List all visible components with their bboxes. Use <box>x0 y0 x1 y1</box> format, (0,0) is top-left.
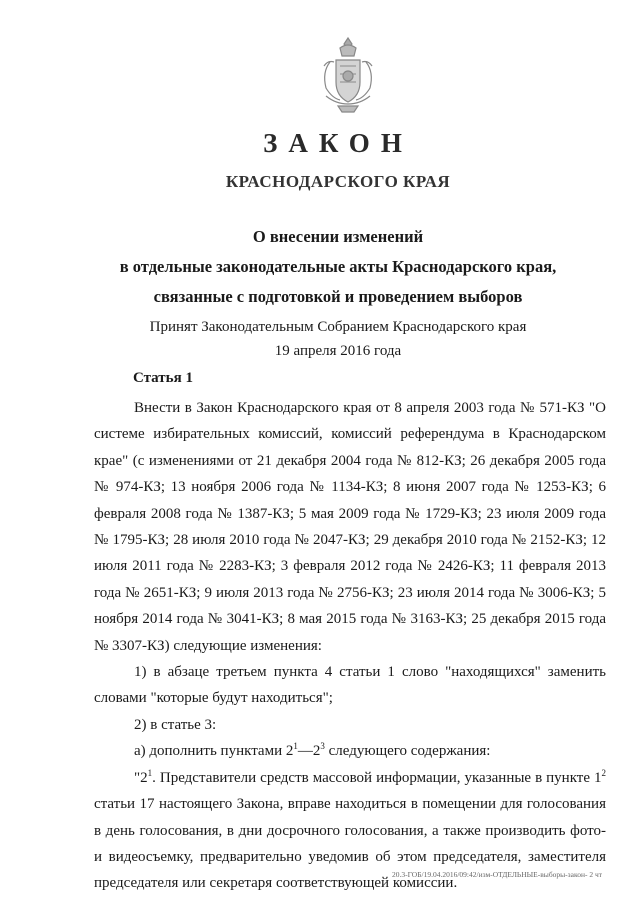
law-title: ЗАКОН <box>263 128 413 158</box>
adopted-by: Принят Законодательным Собранием Краснодарского края <box>149 319 527 335</box>
adopted-date: 19 апреля 2016 года <box>274 343 402 359</box>
intro-paragraph: Внести в Закон Краснодарского края от 8 апреля 2003 года № 571-КЗ "О системе избирательных комиссий, комиссий референдума в Краснодарском крае" (с изменениями от 21 декабря 2004 года № 812-КЗ; 26 декабря 2005 года № 974-КЗ; 13 ноября 2006 года № 1134-КЗ; 8 июня 2007 года № 1253-КЗ; 6 февраля 2008 года № 1387-КЗ; 5 мая 2009 года № 1729-КЗ; 23 июля 2009 года № 1795-КЗ; 28 июля 2010 года № 2047-КЗ; 29 декабря 2010 года № 2152-КЗ; 12 июля 2011 года № 2283-КЗ; 3 февраля 2012 года № 2426-КЗ; 11 февраля 2013 года № 2651-КЗ; 9 июля 2013 года № 2756-КЗ; 23 июля 2014 года № 3006-КЗ; 5 ноября 2014 года № 3041-КЗ; 8 мая 2015 года № 3163-КЗ; 25 декабря 2015 года № 3307-КЗ) следующие изменения: <box>94 400 606 654</box>
subject-line: О внесении изменений <box>252 227 424 246</box>
item-2a: а) дополнить пунктами $2^1—2^3$ следующего содержания: <box>134 741 491 760</box>
adoption-info <box>0 315 640 363</box>
item-2: 2) в статье 3: <box>134 716 217 733</box>
article-heading: Статья 1 <box>133 370 193 386</box>
law-subject <box>0 222 640 312</box>
clause-2-1: "$2^1$. Представители средств массовой информации, указанные в пункте $1^2$ статьи 17 настоящего Закона, вправе находиться в помещении для голосования в день голосования, в дни досрочного голосования, а также производить фото- и видеосъемку, предварительно уведомив об этом председателя, заместителя председателя или секретаря соответствующей комиссии. <box>94 767 606 892</box>
item-1: 1) в абзаце третьем пункта 4 статьи 1 слово "находящихся" заменить словами "которые будут находиться"; <box>94 664 606 707</box>
article-body <box>94 395 606 897</box>
subject-line: связанные с подготовкой и проведением выборов <box>153 287 523 306</box>
coat-of-arms-icon <box>318 36 378 114</box>
subject-line: в отдельные законодательные акты Краснодарского края, <box>119 257 557 276</box>
document-footer: 20.3-ГОБ/19.04.2016/09:42/изм-ОТДЕЛЬНЫЕ-выборы-закон- 2 чт <box>392 870 603 879</box>
region-title: КРАСНОДАРСКОГО КРАЯ <box>225 172 451 191</box>
